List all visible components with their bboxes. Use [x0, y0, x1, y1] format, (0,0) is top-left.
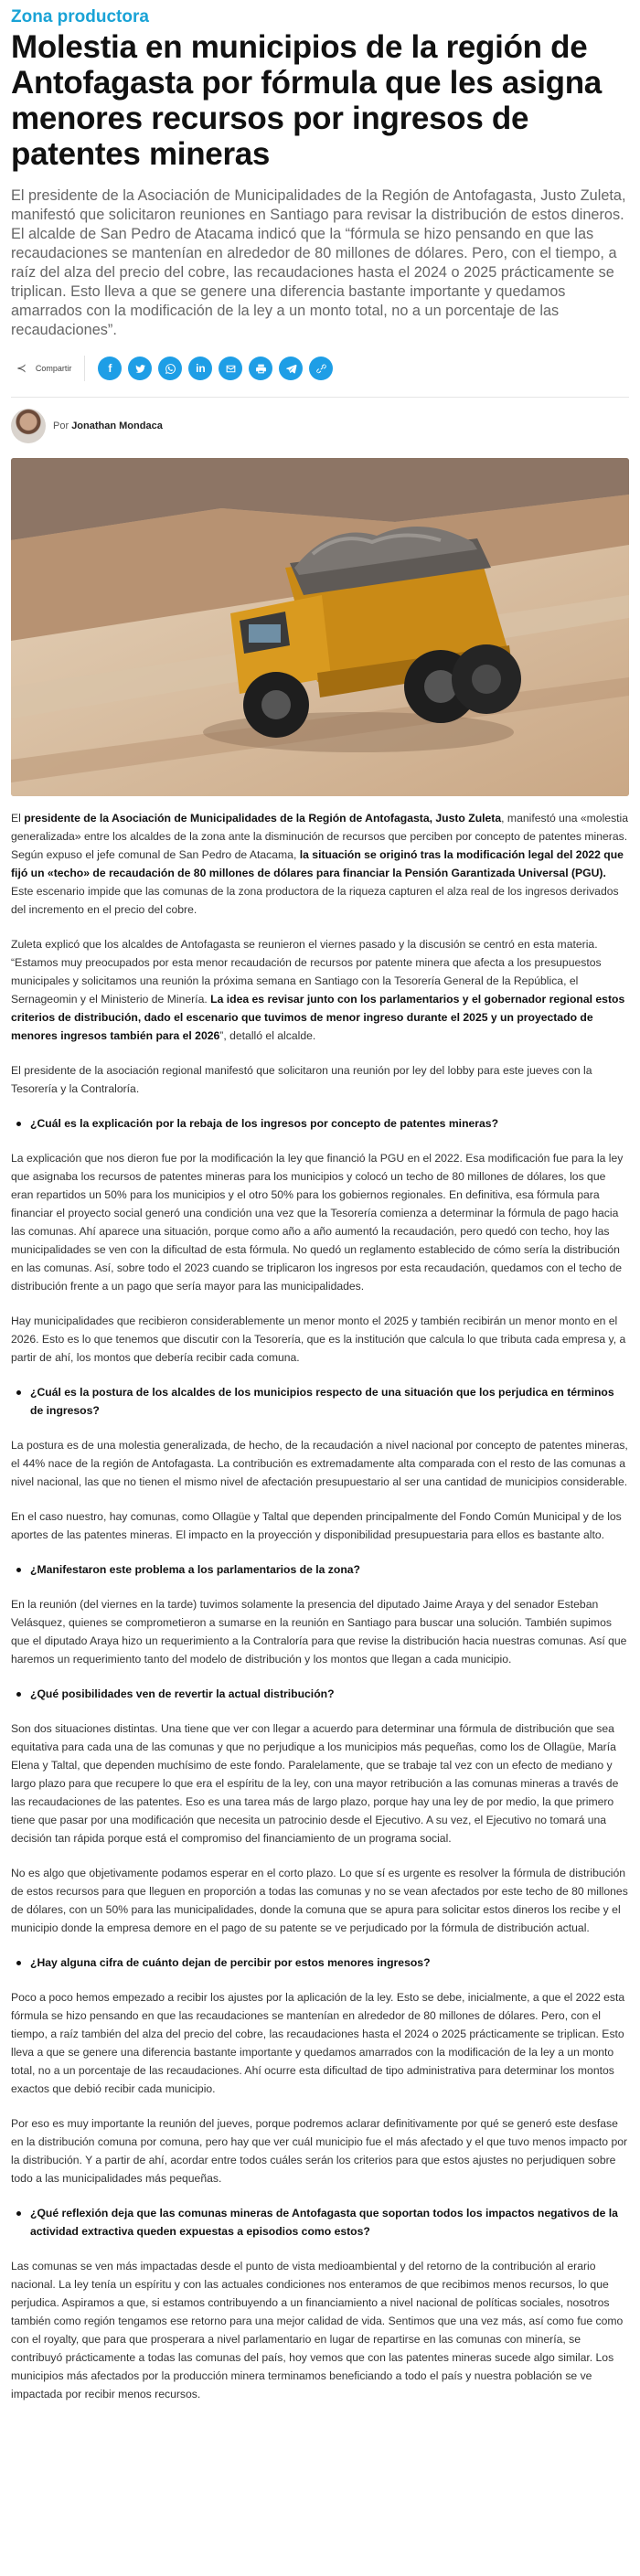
author-avatar[interactable] — [11, 409, 46, 443]
article-paragraph: Las comunas se ven más impactadas desde el punto de vista medioambiental y del retorno de la contribución al erario nacional. La ley tenía un espíritu y con las actuales condiciones nos enteramos de que recibimos menos recursos, lo que perjudica. Aspiramos a que, si estamos contribuyendo a un financiamiento a nivel nacional de políticas sociales, nosotros también como región tengamos ese retorno para una mejor calidad de vida. Sentimos que una vez más, así como fue como con el royalty, que para que prosperara a nivel parlamentario en lugar de repartirse en las comunas con minería, se contribuyó prácticamente a todas las comunas del país, hoy vemos que con las patentes mineras sucede algo similar. Los municipios más afectados por la producción minera terminamos beneficiando a todo el país y nuestra población se ve impactada por recibir menos recursos. — [11, 2260, 624, 2400]
byline-text: Por Jonathan Mondaca — [53, 420, 163, 431]
hero-image-mining-truck — [11, 458, 629, 796]
interview-question: ¿Manifestaron este problema a los parlamentarios de la zona? — [11, 1560, 629, 1579]
article-paragraph: Hay municipalidades que recibieron considerablemente un menor monto el 2025 y también recibirán un menor monto en el 2026. Esto es lo que tenemos que discutir con la Tesorería, que es la institución que calcula lo que tributa cada empresa y, a partir de ahí, los montos que debería recibir cada comuna. — [11, 1315, 626, 1364]
bullet-icon — [16, 1961, 21, 1965]
article-body — [11, 809, 629, 2403]
article-paragraph: El presidente de la Asociación de Municipalidades de la Región de Antofagasta, Justo Zuleta, manifestó una «molestia generalizada» entre los alcaldes de la zona ante la disminución de recursos que perciben por concepto de patentes mineras. Según expuso el jefe comunal de San Pedro de Atacama, la situación se originó tras la modificación legal del 2022 que fijó un «techo» de recaudación de 80 millones de dólares para financiar la Pensión Garantizada Universal (PGU). Este escenario impide que las comunas de la zona productora de la riqueza capturen el alza real de los ingresos derivados del incremento en el precio del cobre. — [11, 812, 629, 916]
article-paragraph: En la reunión (del viernes en la tarde) tuvimos solamente la presencia del diputado Jaime Araya y del senador Esteban Velásquez, quienes se comprometieron a sumarse en la reunión en Santiago para buscar una solución. También supimos que el diputado Araya hizo un requerimiento a la Contraloría para que revise la distribución hacia nuestras comunas. Así que haremos un requerimiento tanto del modelo de distribución y los montos que llegan a cada municipio. — [11, 1598, 627, 1666]
article-headline: Molestia en municipios de la región de Antofagasta por fórmula que les asigna menores recursos por ingresos de patentes mineras — [11, 29, 602, 172]
print-icon[interactable] — [249, 357, 272, 380]
bullet-icon — [16, 1390, 21, 1395]
link-icon[interactable] — [309, 357, 333, 380]
bullet-icon — [16, 2211, 21, 2216]
share-toggle[interactable] — [11, 356, 85, 381]
author-byline — [11, 407, 629, 445]
email-icon[interactable] — [219, 357, 242, 380]
section-tag[interactable]: Zona productora — [11, 7, 149, 27]
article-lede: El presidente de la Asociación de Municipalidades de la Región de Antofagasta, Justo Zuleta, manifestó que solicitaron reuniones en Santiago para revisar la distribución de estos dineros. El alcalde de San Pedro de Atacama indicó que la “fórmula se hizo pensando en que las recaudaciones se mantenían en alrededor de 80 millones de dólares. Pero, con el tiempo, a raíz del alza del precio del cobre, las recaudaciones hasta el 2024 o 2025 prácticamente se triplican. Esto lleva a que se genere una diferencia bastante importante y quedamos amarrados con la modificación de la ley a un monto total, no a un porcentaje de las recaudaciones”. — [11, 187, 626, 338]
facebook-icon[interactable]: f — [98, 357, 122, 380]
whatsapp-icon[interactable] — [158, 357, 182, 380]
interview-question: ¿Qué posibilidades ven de revertir la actual distribución? — [11, 1685, 629, 1703]
article-paragraph: Zuleta explicó que los alcaldes de Antofagasta se reunieron el viernes pasado y la discusión se centró en esta materia. “Estamos muy preocupados por esta menor recaudación de recursos por patente minera que afecta a los presupuestos municipales y solicitamos una reunión la próxima semana en Santiago con la Tesorería General de la República, el Sernageomin y el Ministerio de Minería. La idea es revisar junto con los parlamentarios y el gobernador regional estos criterios de distribución, dado el escenario que tuvimos de menor ingreso durante el 2025 y un proyectado de menores ingresos también para el 2026”, detalló el alcalde. — [11, 938, 625, 1042]
divider — [11, 397, 629, 398]
share-icon: ≺ — [16, 361, 27, 375]
article-paragraph: Son dos situaciones distintas. Una tiene que ver con llegar a acuerdo para determinar una fórmula de distribución que sea equitativa para cada una de las comunas y que no perjudique a los municipios más pequeñas, como los de Ollagüe, María Elena y Taltal, que dependen muchísimo de este fondo. Paralelamente, que se trabaje tal vez con un efecto de mediano y largo plazo para que recupere lo que era el espíritu de la ley, con una mayor retribución a las comunas mineras a través de las recaudaciones de las patentes. Eso es una tarea más de largo plazo, porque hay una ley de por medio, la que primero tiene que pasar por una modificación que necesita un patrocinio desde el Ejecutivo. A su vez, el Ejecutivo no tomará una decisión tan rápida porque está el compromiso del financiamiento de un programa social. — [11, 1722, 619, 1845]
bullet-icon — [16, 1568, 21, 1572]
article-paragraph: El presidente de la asociación regional manifestó que solicitaron una reunión por ley del lobby para este jueves con la Tesorería y la Contraloría. — [11, 1064, 592, 1095]
article-paragraph: En el caso nuestro, hay comunas, como Ollagüe y Taltal que dependen principalmente del Fondo Común Municipal y de los aportes de las patentes mineras. El impacto en la proyección y disponibilidad presupuestaria para ellos es bastante alto. — [11, 1510, 622, 1541]
article-paragraph: La postura es de una molestia generalizada, de hecho, de la recaudación a nivel nacional por concepto de patentes mineras, el 44% nace de la región de Antofagasta. La contribución es extremadamente alta comparada con el resto de las comunas a nivel nacional, las que no tienen el mismo nivel de afectación presupuestario al ser una cantidad de municipios considerable. — [11, 1439, 628, 1488]
interview-question: ¿Cuál es la explicación por la rebaja de los ingresos por concepto de patentes mineras? — [11, 1114, 629, 1133]
article-paragraph: No es algo que objetivamente podamos esperar en el corto plazo. Lo que sí es urgente es resolver la fórmula de distribución de estos recursos para que lleguen en proporción a todas las comunas y no se vean afectados por este techo de 80 millones de dólares, con un 50% para las municipalidades, donde la comuna que se apura para solicitar estos dineros los recibe y el municipio donde la empresa demore en el pago de su patente se ve perjudicado por la fórmula de distribución actual. — [11, 1867, 628, 1934]
article-paragraph: La explicación que nos dieron fue por la modificación la ley que financió la PGU en el 2022. Esa modificación fue para la ley que asignaba los recursos de patentes mineras para los municipios y colocó un techo de 80 millones de dólares, los que eran repartidos un 50% para los municipios y el otro 50% para los gobiernos regionales. En definitiva, esa fórmula para financiar el proyecto social generó una condición una vez que la Tesorería comienza a determinar la fórmula de pago hacia las comunas. Ahí aparece una situación, porque como año a año aumentó la recaudación, pero quedó con techo, hoy las municipalidades se ven con la dificultad de esta fórmula. No quedó un reglamento establecido de cómo sería la distribución en las comunas. Así, sobre todo el 2023 cuando se triplicaron los ingresos por esta recaudación, quedamos con el techo de distribución frente a un pago que sería mayor para las municipalidades. — [11, 1152, 624, 1293]
linkedin-icon[interactable]: in — [188, 357, 212, 380]
share-label: Compartir — [35, 364, 72, 373]
author-name[interactable]: Jonathan Mondaca — [71, 420, 163, 431]
telegram-icon[interactable] — [279, 357, 303, 380]
article-paragraph: Poco a poco hemos empezado a recibir los ajustes por la aplicación de la ley. Esto se debe, inicialmente, a que el 2022 esta fórmula se hizo pensando en que las recaudaciones se mantenían en alrededor de 80 millones de dólares. Pero, con el tiempo, a raíz también del alza del precio del cobre, las recaudaciones hasta el 2024 o 2025 prácticamente se triplican. Esto lleva a que se genere una diferencia bastante importante y quedamos amarrados con la modificación de la ley a un monto total, no a un porcentaje de las recaudaciones. Ahí ocurre esta dificultad de tipo administrativa para determinar los montos exactos que debió recibir cada municipio. — [11, 1991, 625, 2095]
interview-question: ¿Hay alguna cifra de cuánto dejan de percibir por estos menores ingresos? — [11, 1953, 629, 1972]
bullet-icon — [16, 1692, 21, 1697]
share-bar — [11, 355, 629, 382]
interview-question: ¿Qué reflexión deja que las comunas mineras de Antofagasta que soportan todos los impactos negativos de la actividad extractiva queden expuestas a episodios como estos? — [11, 2204, 629, 2241]
article-paragraph: Por eso es muy importante la reunión del jueves, porque podremos aclarar definitivamente por qué se generó este desfase en la distribución comuna por comuna, pero hay que ver cuál municipio fue el más afectado y el que tuvo menos impacto por la distribución. Y a partir de ahí, acordar entre todos cuáles serán los criterios para que estos ajustes no perjudiquen sobre todo a las municipalidades más pequeñas. — [11, 2117, 628, 2185]
interview-question: ¿Cuál es la postura de los alcaldes de los municipios respecto de una situación que los perjudica en términos de ingresos? — [11, 1383, 629, 1420]
twitter-icon[interactable] — [128, 357, 152, 380]
bullet-icon — [16, 1122, 21, 1126]
